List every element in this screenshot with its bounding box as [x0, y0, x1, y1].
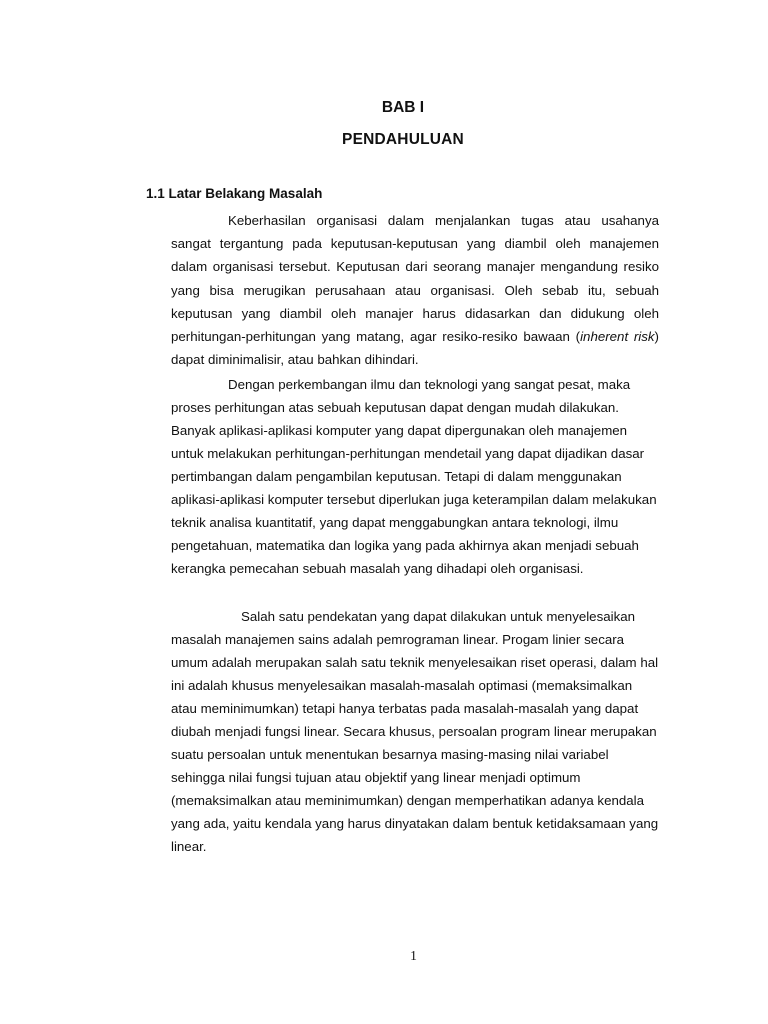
- paragraph-block-1: [171, 209, 659, 371]
- chapter-number: BAB I: [381, 99, 425, 116]
- paragraph-2: Dengan perkembangan ilmu dan teknologi yang sangat pesat, maka proses perhitungan atas sebuah keputusan dapat dengan mudah dilakukan. Banyak aplikasi-aplikasi komputer yang dapat dipergunakan oleh manajemen untuk melakukan perhitungan-perhitungan mendetail yang dapat dijadikan dasar pertimbangan dalam pengambilan keputusan. Tetapi di dalam menggunakan aplikasi-aplikasi komputer tersebut diperlukan juga keterampilan dalam melakukan teknik analisa kuantitatif, yang dapat menggabungkan antara teknologi, ilmu pengetahuan, matematika dan logika yang pada akhirnya akan menjadi sebuah kerangka pemecahan sebuah masalah yang dihadapi oleh organisasi.: [171, 377, 657, 576]
- paragraph-block-2: [171, 373, 659, 580]
- page-number: 1: [410, 948, 417, 963]
- paragraph-1-italic-term: inherent risk: [580, 329, 655, 345]
- section-heading: 1.1 Latar Belakang Masalah: [146, 186, 323, 201]
- chapter-title: PENDAHULUAN: [342, 131, 464, 148]
- paragraph-1: [171, 209, 659, 371]
- paragraph-block-3: [171, 605, 659, 858]
- paragraph-1-text-after: ) dapat diminimalisir, atau bahkan dihindari.: [171, 329, 659, 368]
- paragraph-1-text-before: Keberhasilan organisasi dalam menjalankan tugas atau usahanya sangat tergantung pada keputusan-keputusan yang diambil oleh manajemen dalam organisasi tersebut. Keputusan dari seorang manajer mengandung resiko yang bisa merugikan perusahaan atau organisasi. Oleh sebab itu, sebuah keputusan yang diambil oleh manajer harus didasarkan dan didukung oleh perhitungan-perhitungan yang matang, agar resiko-resiko bawaan (: [171, 213, 659, 345]
- paragraph-3: Salah satu pendekatan yang dapat dilakukan untuk menyelesaikan masalah manajemen sains adalah pemrograman linear. Progam linier secara umum adalah merupakan salah satu teknik menyelesaikan riset operasi, dalam hal ini adalah khusus menyelesaikan masalah-masalah optimasi (memaksimalkan atau meminimumkan) tetapi hanya terbatas pada masalah-masalah yang dapat diubah menjadi fungsi linear. Secara khusus, persoalan program linear merupakan suatu persoalan untuk menentukan besarnya masing-masing nilai variabel sehingga nilai fungsi tujuan atau objektif yang linear menjadi optimum (memaksimalkan atau meminimumkan) dengan memperhatikan adanya kendala yang ada, yaitu kendala yang harus dinyatakan dalam bentuk ketidaksamaan yang linear.: [171, 609, 659, 854]
